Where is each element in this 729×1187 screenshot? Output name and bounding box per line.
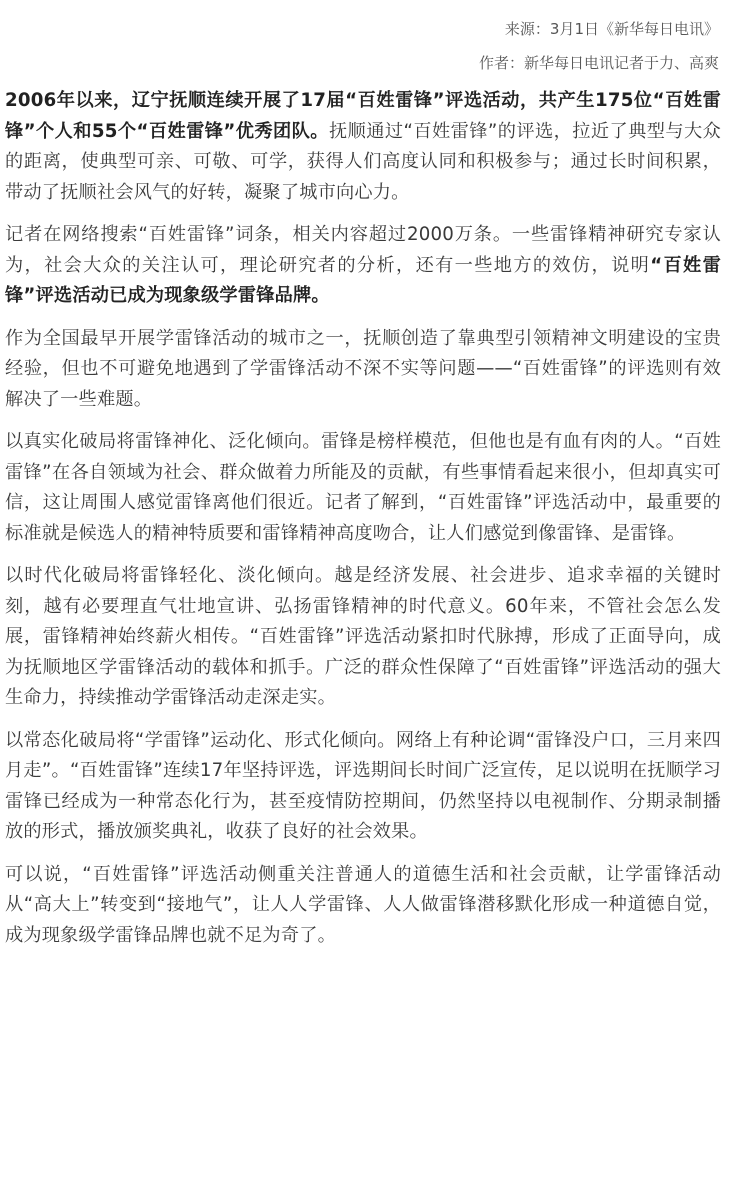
paragraph-2-bold-conclusion: “百姓雷锋”评选活动已成为现象级学雷锋品牌。 xyxy=(5,254,721,306)
paragraph-2 xyxy=(5,220,721,312)
paragraph-2-text: 记者在网络搜索“百姓雷锋”词条，相关内容超过2000万条。一些雷锋精神研究专家认为，社会大众的关注认可，理论研究者的分析，还有一些地方的效仿，说明 xyxy=(5,224,721,276)
paragraph-7 xyxy=(5,860,721,952)
paragraph-7-text: 可以说，“百姓雷锋”评选活动侧重关注普通人的道德生活和社会贡献，让学雷锋活动从“高大上”转变到“接地气”，让人人学雷锋、人人做雷锋潜移默化形成一种道德自觉，成为现象级学雷锋品牌也就不足为奇了。 xyxy=(5,863,721,946)
paragraph-5 xyxy=(5,561,721,714)
paragraph-1-text: 抚顺通过“百姓雷锋”的评选，拉近了典型与大众的距离，使典型可亲、可敬、可学，获得人们高度认同和积极参与；通过长时间积累，带动了抚顺社会风气的好转，凝聚了城市向心力。 xyxy=(5,120,721,203)
paragraph-3-text: 作为全国最早开展学雷锋活动的城市之一，抚顺创造了靠典型引领精神文明建设的宝贵经验，但也不可避免地遇到了学雷锋活动不深不实等问题——“百姓雷锋”的评选则有效解决了一些难题。 xyxy=(5,327,721,410)
paragraph-4 xyxy=(5,427,721,549)
paragraph-6 xyxy=(5,726,721,848)
paragraph-5-text: 以时代化破局将雷锋轻化、淡化倾向。越是经济发展、社会进步、追求幸福的关键时刻，越有必要理直气壮地宣讲、弘扬雷锋精神的时代意义。60年来，不管社会怎么发展，雷锋精神始终薪火相传。“百姓雷锋”评选活动紧扣时代脉搏，形成了正面导向，成为抚顺地区学雷锋活动的载体和抓手。广泛的群众性保障了“百姓雷锋”评选活动的强大生命力，持续推动学雷锋活动走深走实。 xyxy=(5,565,721,708)
paragraph-4-text: 以真实化破局将雷锋神化、泛化倾向。雷锋是榜样模范，但他也是有血有肉的人。“百姓雷锋”在各自领域为社会、群众做着力所能及的贡献，有些事情看起来很小，但却真实可信，这让周围人感觉雷锋离他们很近。记者了解到，“百姓雷锋”评选活动中，最重要的标准就是候选人的精神特质要和雷锋精神高度吻合，让人们感觉到像雷锋、是雷锋。 xyxy=(5,431,721,544)
paragraph-6-text: 以常态化破局将“学雷锋”运动化、形式化倾向。网络上有种论调“雷锋没户口，三月来四月走”。“百姓雷锋”连续17年坚持评选，评选期间长时间广泛宣传，足以说明在抚顺学习雷锋已经成为一种常态化行为，甚至疫情防控期间，仍然坚持以电视制作、分期录制播放的形式，播放颁奖典礼，收获了良好的社会效果。 xyxy=(5,729,721,842)
paragraph-1-bold-lead: 2006年以来，辽宁抚顺连续开展了17届“百姓雷锋”评选活动，共产生175位“百姓雷锋”个人和55个“百姓雷锋”优秀团队。 xyxy=(5,90,721,142)
paragraph-3 xyxy=(5,324,721,416)
article-source: 来源：3月1日《新华每日电讯》 xyxy=(504,20,719,38)
article-author: 作者：新华每日电讯记者于力、高爽 xyxy=(478,54,719,72)
paragraph-1 xyxy=(5,86,721,208)
